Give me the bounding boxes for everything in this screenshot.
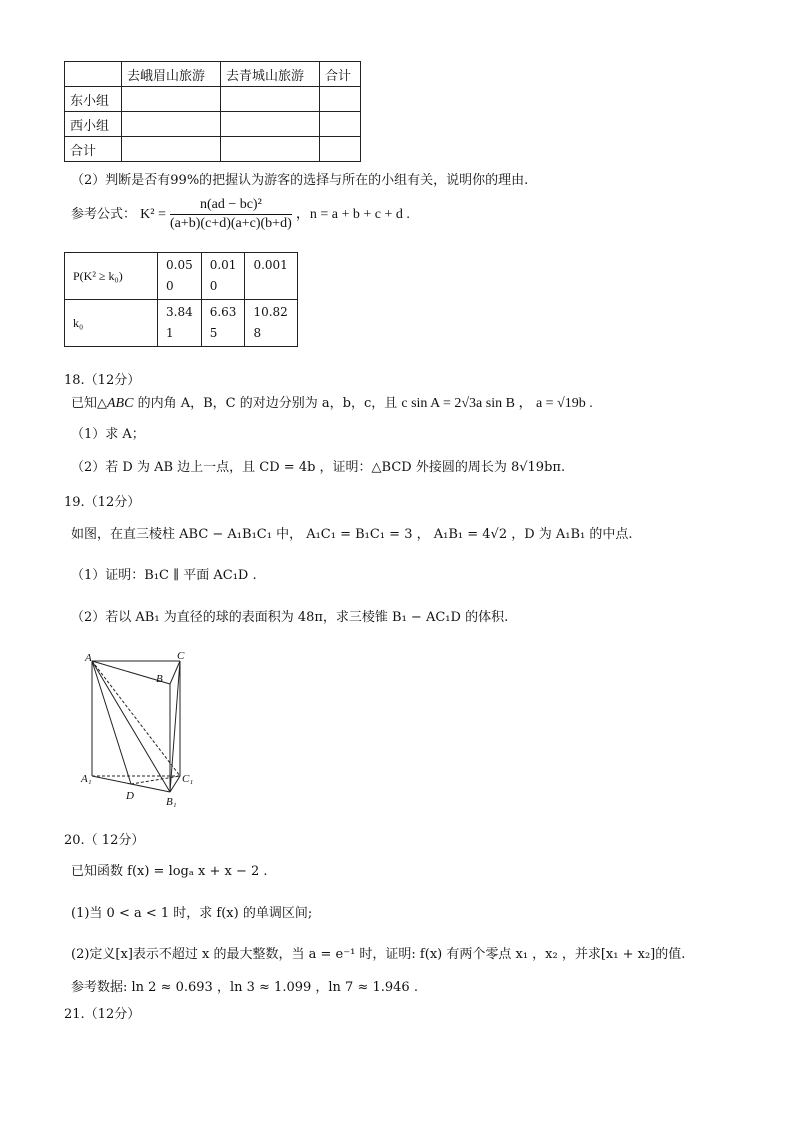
table-cell xyxy=(221,112,320,137)
label-a1: A₁ xyxy=(81,773,92,785)
formula-fraction xyxy=(170,197,292,232)
label-c1: C₁ xyxy=(182,773,194,785)
table-cell xyxy=(221,137,320,162)
table-row xyxy=(65,112,361,137)
table-cell xyxy=(221,87,320,112)
label-b1: B₁ xyxy=(166,796,177,808)
table-row xyxy=(65,87,361,112)
label-c: C xyxy=(177,650,185,662)
table-header-row xyxy=(65,62,361,87)
formula-numerator: n(ad − bc)² xyxy=(170,197,292,215)
table-cell xyxy=(122,112,221,137)
critical-value-table xyxy=(64,252,298,347)
table-cell: 东小组 xyxy=(65,87,122,112)
q19-stem: 如图，在直三棱柱 ABC − A₁B₁C₁ 中， A₁C₁ = B₁C₁ = 3 ， A₁B₁ = 4√2 ，D 为 A₁B₁ 的中点. xyxy=(71,527,633,542)
q20-stem: 已知函数 f(x) = logₐ x + x − 2 . xyxy=(71,864,268,879)
reference-formula xyxy=(71,197,410,232)
label-b: B xyxy=(156,673,163,685)
q18-stem: 已知△ABC 的内角 A，B，C 的对边分别为 a，b，c，且 c sin A = 2√3a sin B ， a = √19b . xyxy=(71,396,593,411)
table-cell: 去峨眉山旅游 xyxy=(122,62,221,87)
table-cell xyxy=(122,87,221,112)
label-a: A xyxy=(85,652,92,664)
formula-suffix: ，n = a + b + c + d . xyxy=(295,207,410,222)
q20-part1: (1)当 0 < a < 1 时，求 f(x) 的单调区间; xyxy=(71,906,313,921)
table-cell xyxy=(122,137,221,162)
table-cell: 0.05 0 xyxy=(158,253,202,300)
q21-heading: 21.（12分） xyxy=(64,1007,141,1022)
q18-part2: （2）若 D 为 AB 边上一点，且 CD = 4b ，证明：△BCD 外接圆的周长为 8√19bπ. xyxy=(71,460,566,475)
table-cell xyxy=(320,137,361,162)
q19-part2: （2）若以 AB₁ 为直径的球的表面积为 48π，求三棱锥 B₁ − AC₁D 的体积. xyxy=(71,610,509,625)
table-row xyxy=(65,300,298,347)
table-row xyxy=(65,137,361,162)
q20-heading: 20.（ 12分） xyxy=(64,833,145,848)
q17-part2: （2）判断是否有99%的把握认为游客的选择与所在的小组有关，说明你的理由. xyxy=(71,173,529,188)
table-cell: 合计 xyxy=(320,62,361,87)
table-cell: 10.82 8 xyxy=(245,300,298,347)
table-cell xyxy=(320,87,361,112)
table-row-label: k₀ xyxy=(65,300,158,347)
q18-heading: 18.（12分） xyxy=(64,373,141,388)
table-cell: 3.84 1 xyxy=(158,300,202,347)
table-cell xyxy=(320,112,361,137)
q20-part2: (2)定义[x]表示不超过 x 的最大整数，当 a = e⁻¹ 时，证明: f(x) 有两个零点 x₁ ，x₂ ，并求[x₁ + x₂]的值. xyxy=(71,947,686,962)
q20-ref: 参考数据: ln 2 ≈ 0.693 ，ln 3 ≈ 1.099 ，ln 7 ≈ 1.946 . xyxy=(71,980,418,995)
table-cell: 0.001 xyxy=(245,253,298,300)
table-cell xyxy=(65,62,122,87)
prism-figure xyxy=(76,648,206,810)
table-cell: 去青城山旅游 xyxy=(221,62,320,87)
table-cell: 0.01 0 xyxy=(201,253,245,300)
label-d: D xyxy=(126,790,134,802)
table-cell: 6.63 5 xyxy=(201,300,245,347)
q19-heading: 19.（12分） xyxy=(64,495,141,510)
table-cell: 西小组 xyxy=(65,112,122,137)
table-cell: 合计 xyxy=(65,137,122,162)
q18-part1: （1）求 A； xyxy=(71,427,145,442)
q19-part1: （1）证明：B₁C ∥ 平面 AC₁D . xyxy=(71,568,257,583)
contingency-table xyxy=(64,61,361,162)
formula-denominator: (a+b)(c+d)(a+c)(b+d) xyxy=(170,216,292,231)
table-row-label: P(K² ≥ k₀) xyxy=(65,253,158,300)
table-row xyxy=(65,253,298,300)
formula-prefix: 参考公式： xyxy=(71,207,137,222)
formula-lhs: K² = xyxy=(140,207,166,222)
